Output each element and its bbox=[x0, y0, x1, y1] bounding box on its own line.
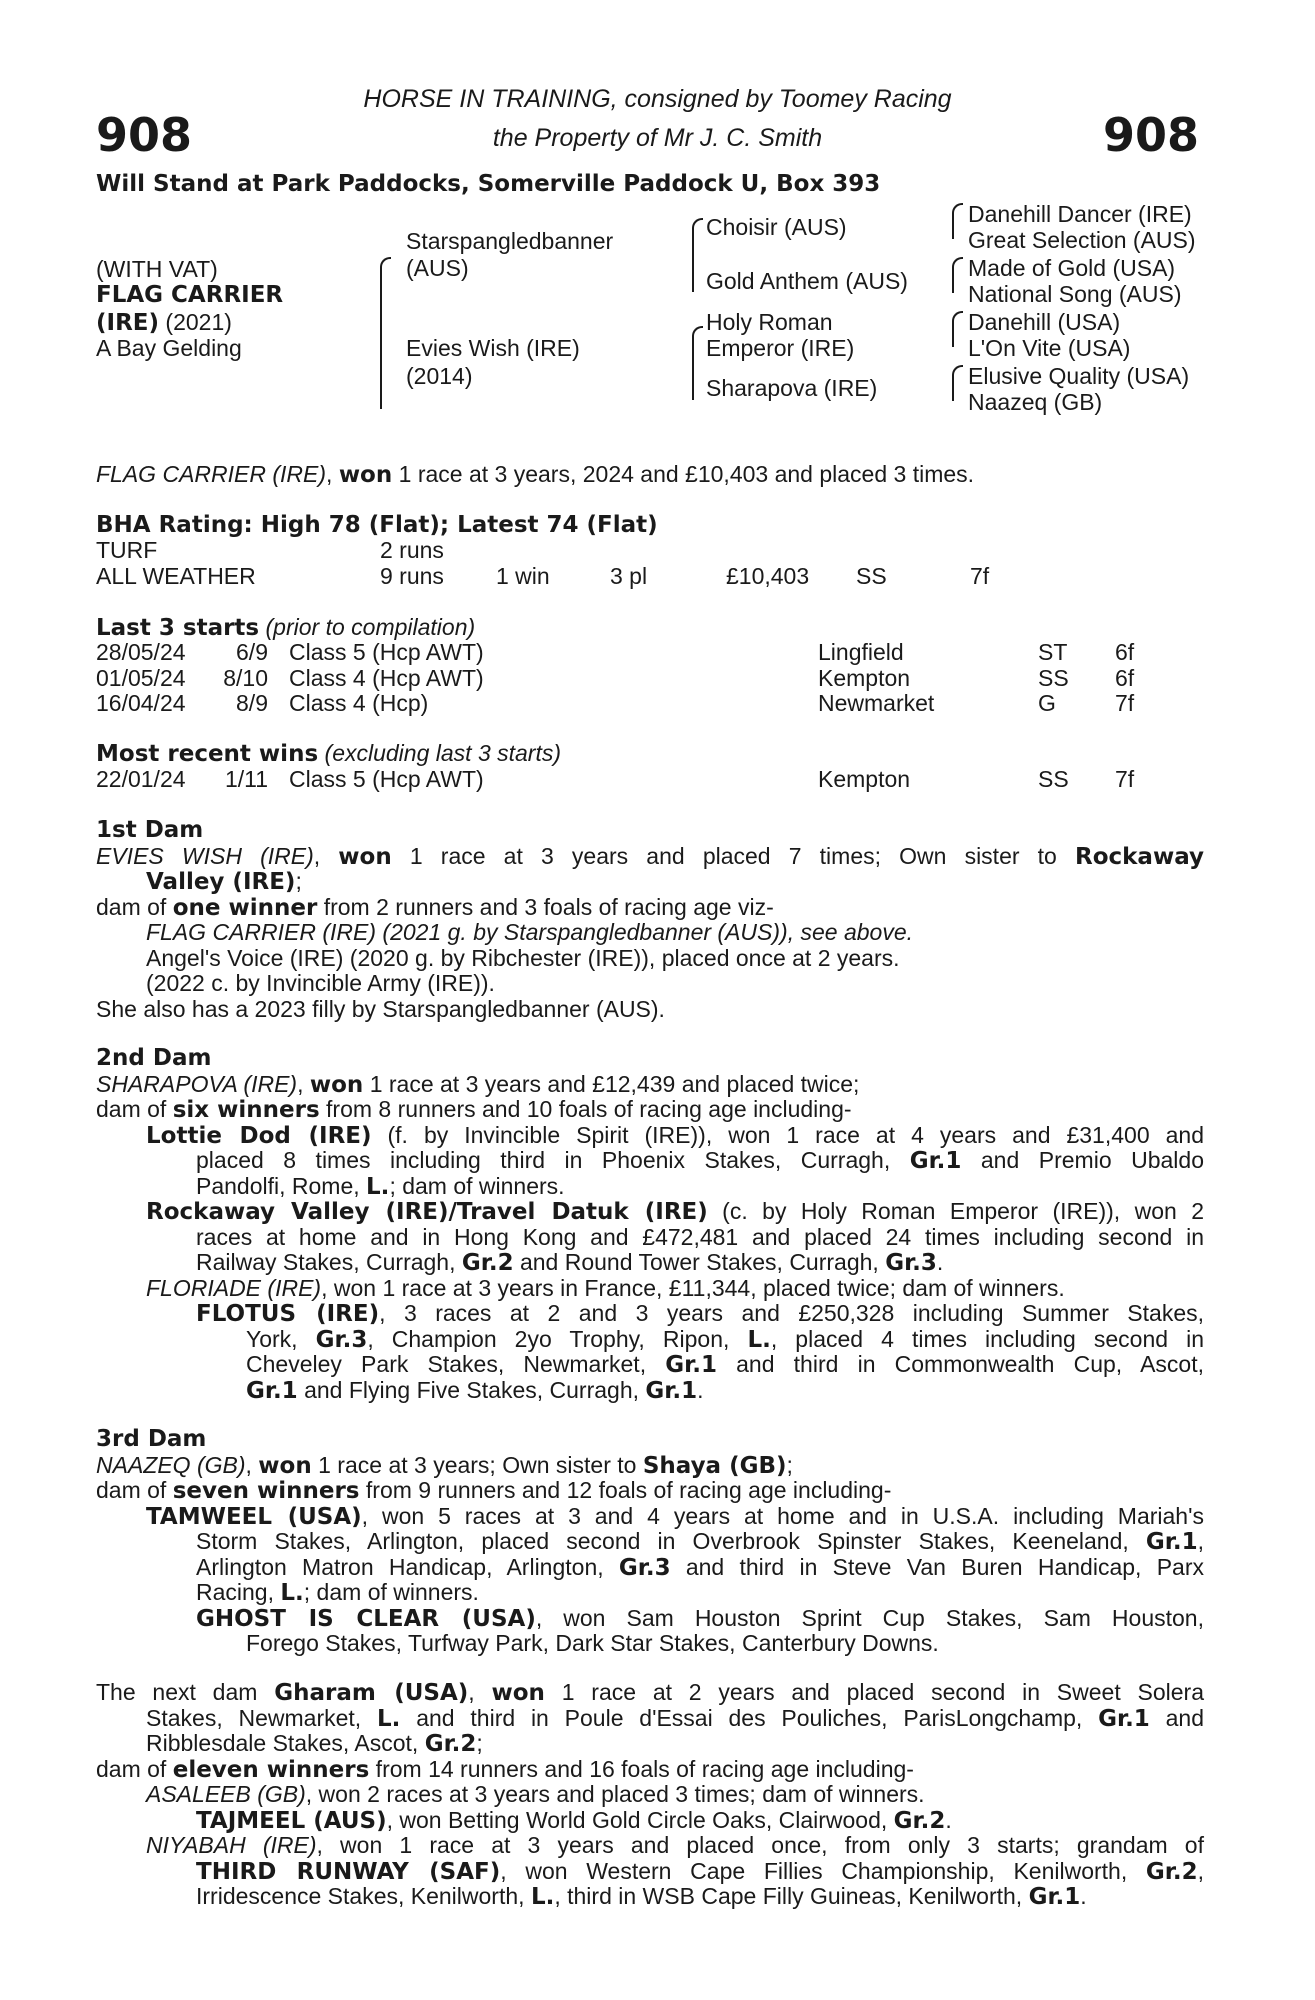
next-dam-line: THIRD RUNWAY (SAF), won Western Cape Fillies Championship, Kenilworth, Gr.2, bbox=[196, 1857, 1204, 1885]
recent-wins-note: (excluding last 3 starts) bbox=[318, 740, 562, 766]
last-starts-note: (prior to compilation) bbox=[259, 614, 476, 640]
start-row-course: Kempton bbox=[818, 664, 911, 691]
second-dam-line: Lottie Dod (IRE) (f. by Invincible Spirit (IRE)), won 1 race at 4 years and £31,400 and bbox=[146, 1121, 1204, 1149]
next-dam-line: TAJMEEL (AUS), won Betting World Gold Circle Oaks, Clairwood, Gr.2. bbox=[196, 1806, 952, 1834]
brace-sds bbox=[952, 257, 963, 293]
sire-dam-sire: Made of Gold (USA) bbox=[968, 255, 1176, 281]
sire-sire-sire: Danehill Dancer (IRE) bbox=[968, 201, 1192, 227]
sire-sire: Choisir (AUS) bbox=[706, 214, 847, 240]
aw-placed: 3 pl bbox=[610, 563, 648, 589]
start-row-date: 28/05/24 bbox=[96, 639, 186, 665]
aw-prize: £10,403 bbox=[726, 563, 810, 589]
second-dam-line: Gr.1 and Flying Five Stakes, Curragh, Gr.1. bbox=[246, 1376, 704, 1404]
recent-wins-heading bbox=[96, 741, 561, 768]
start-row-course: Newmarket bbox=[818, 690, 935, 716]
stand-location: Will Stand at Park Paddocks, Somerville Paddock U, Box 393 bbox=[96, 171, 881, 197]
start-row-course: Lingfield bbox=[818, 639, 904, 665]
second-dam-line: dam of six winners from 8 runners and 10 foals of racing age including- bbox=[96, 1096, 852, 1123]
third-dam-line: Arlington Matron Handicap, Arlington, Gr.3 and third in Steve Van Buren Handicap, Parx bbox=[196, 1553, 1204, 1581]
vat-label: (WITH VAT) bbox=[96, 256, 218, 282]
consignment-line: HORSE IN TRAINING, consigned by Toomey Racing bbox=[363, 85, 952, 113]
third-dam-line: Forego Stakes, Turfway Park, Dark Star Stakes, Canterbury Downs. bbox=[246, 1630, 939, 1656]
start-row-pos: 8/10 bbox=[223, 664, 268, 691]
summary-won: won bbox=[338, 462, 393, 488]
start-row-cls: Class 4 (Hcp) bbox=[289, 690, 429, 716]
third-dam-line: GHOST IS CLEAR (USA), won Sam Houston Sprint Cup Stakes, Sam Houston, bbox=[196, 1604, 1204, 1632]
dam-sire-line1: Holy Roman bbox=[706, 309, 833, 335]
dam-dam-dam: Naazeq (GB) bbox=[968, 389, 1103, 415]
aw-going: SS bbox=[856, 563, 887, 589]
third-dam-line: Storm Stakes, Arlington, placed second in Overbrook Spinster Stakes, Keeneland, Gr.1, bbox=[196, 1528, 1204, 1555]
aw-runs: 9 runs bbox=[380, 563, 444, 589]
lot-number-right: 908 bbox=[1102, 108, 1199, 162]
brace-sss bbox=[952, 203, 963, 239]
aw-distance: 7f bbox=[970, 563, 990, 589]
second-dam-section bbox=[96, 1046, 1204, 1403]
start-row-going: ST bbox=[1038, 639, 1068, 665]
bha-rating: BHA Rating: High 78 (Flat); Latest 74 (Flat) bbox=[96, 512, 658, 538]
win-row-dist: 7f bbox=[1115, 766, 1135, 792]
third-dam-heading: 3rd Dam bbox=[96, 1426, 207, 1452]
next-dam-line: NIYABAH (IRE), won 1 race at 3 years and placed once, from only 3 starts; grandam of bbox=[146, 1832, 1204, 1858]
first-dam-line: (2022 c. by Invincible Army (IRE)). bbox=[146, 970, 495, 996]
start-row-dist: 6f bbox=[1115, 639, 1135, 665]
second-dam-line: Pandolfi, Rome, L.; dam of winners. bbox=[196, 1172, 565, 1200]
second-dam-line: races at home and in Hong Kong and £472,481 and placed 24 times including second in bbox=[196, 1223, 1204, 1250]
sire-dam: Gold Anthem (AUS) bbox=[706, 268, 908, 294]
next-dam-line: Stakes, Newmarket, L. and third in Poule d'Essai des Pouliches, ParisLongchamp, Gr.1 and bbox=[146, 1704, 1204, 1732]
second-dam-line: York, Gr.3, Champion 2yo Trophy, Ripon, L., placed 4 times including second in bbox=[246, 1325, 1204, 1353]
second-dam-line: FLOTUS (IRE), 3 races at 2 and 3 years and £250,328 including Summer Stakes, bbox=[196, 1300, 1205, 1327]
next-dam-line: Irridescence Stakes, Kenilworth, L., third in WSB Cape Filly Guineas, Kenilworth, Gr.1. bbox=[196, 1883, 1087, 1910]
start-row-cls: Class 4 (Hcp AWT) bbox=[289, 664, 484, 691]
start-row-going: G bbox=[1038, 690, 1056, 716]
dam-year: (2014) bbox=[406, 363, 473, 389]
race-summary: FLAG CARRIER (IRE), won 1 race at 3 years, 2024 and £10,403 and placed 3 times. bbox=[96, 461, 975, 488]
last-starts-heading bbox=[96, 615, 475, 642]
start-row-date: 01/05/24 bbox=[96, 664, 186, 691]
dam-sire-line2: Emperor (IRE) bbox=[706, 335, 855, 361]
sire-origin: (AUS) bbox=[406, 255, 469, 281]
start-row-date: 16/04/24 bbox=[96, 690, 186, 716]
dam-sire-sire: Danehill (USA) bbox=[968, 309, 1121, 335]
dam-name: Evies Wish (IRE) bbox=[406, 335, 580, 361]
first-dam-line: EVIES WISH (IRE), won 1 race at 3 years and placed 7 times; Own sister to Rockaway bbox=[96, 842, 1204, 870]
aw-wins: 1 win bbox=[496, 563, 550, 589]
start-row-pos: 6/9 bbox=[236, 639, 268, 665]
sire-name: Starspangledbanner bbox=[406, 228, 614, 254]
lot-number-left: 908 bbox=[96, 108, 193, 162]
pedigree-brace-sire bbox=[692, 218, 703, 292]
dam-dam-sire: Elusive Quality (USA) bbox=[968, 363, 1190, 389]
recent-wins-title: Most recent wins bbox=[96, 741, 319, 767]
second-dam-line: placed 8 times including third in Phoenix Stakes, Curragh, Gr.1 and Premio Ubaldo bbox=[196, 1147, 1204, 1174]
brace-dds bbox=[952, 365, 963, 401]
first-dam-section bbox=[96, 818, 1204, 1022]
third-dam-section bbox=[96, 1427, 1204, 1657]
first-dam-line: dam of one winner from 2 runners and 3 foals of racing age viz- bbox=[96, 893, 774, 921]
horse-year: (2021) bbox=[159, 309, 232, 335]
last-starts-title: Last 3 starts bbox=[96, 615, 260, 641]
start-row-dist: 7f bbox=[1115, 690, 1135, 716]
win-row-date: 22/01/24 bbox=[96, 766, 186, 792]
first-dam-line: She also has a 2023 filly by Starspangledbanner (AUS). bbox=[96, 995, 665, 1022]
next-dam-line: Ribblesdale Stakes, Ascot, Gr.2; bbox=[146, 1730, 483, 1757]
third-dam-line: dam of seven winners from 9 runners and 12 foals of racing age including- bbox=[96, 1477, 892, 1504]
start-row-cls: Class 5 (Hcp AWT) bbox=[289, 639, 484, 665]
sire-dam-dam: National Song (AUS) bbox=[968, 281, 1182, 307]
next-dam-line: ASALEEB (GB), won 2 races at 3 years and placed 3 times; dam of winners. bbox=[146, 1781, 925, 1807]
sire-sire-dam: Great Selection (AUS) bbox=[968, 227, 1196, 253]
win-row-pos: 1/11 bbox=[224, 766, 268, 792]
first-dam-line: Angel's Voice (IRE) (2020 g. by Ribchester (IRE)), placed once at 2 years. bbox=[146, 944, 900, 971]
pedigree-brace-main bbox=[380, 257, 391, 409]
next-dam-section bbox=[96, 1680, 1204, 1910]
summary-name: FLAG CARRIER (IRE) bbox=[96, 461, 327, 487]
aw-label: ALL WEATHER bbox=[96, 563, 256, 589]
turf-runs: 2 runs bbox=[380, 537, 444, 563]
header-block bbox=[0, 80, 1315, 162]
first-dam-line: FLAG CARRIER (IRE) (2021 g. by Starspangledbanner (AUS)), see above. bbox=[146, 919, 914, 945]
second-dam-line: Cheveley Park Stakes, Newmarket, Gr.1 and third in Commonwealth Cup, Ascot, bbox=[246, 1351, 1205, 1378]
third-dam-line: NAAZEQ (GB), won 1 race at 3 years; Own sister to Shaya (GB); bbox=[96, 1451, 793, 1479]
second-dam-line: SHARAPOVA (IRE), won 1 race at 3 years and £12,439 and placed twice; bbox=[96, 1070, 860, 1098]
second-dam-line: Rockaway Valley (IRE)/Travel Datuk (IRE) (c. by Holy Roman Emperor (IRE)), won 2 bbox=[146, 1198, 1204, 1225]
win-row-course: Kempton bbox=[818, 766, 911, 792]
start-row-going: SS bbox=[1038, 664, 1069, 691]
first-dam-heading: 1st Dam bbox=[96, 817, 204, 843]
win-row-cls: Class 5 (Hcp AWT) bbox=[289, 766, 484, 792]
horse-origin: (IRE) bbox=[96, 310, 160, 336]
next-dam-line: dam of eleven winners from 14 runners and 16 foals of racing age including- bbox=[96, 1755, 914, 1783]
win-row-going: SS bbox=[1038, 766, 1069, 792]
third-dam-line: Racing, L.; dam of winners. bbox=[196, 1579, 479, 1606]
horse-description: A Bay Gelding bbox=[96, 335, 242, 361]
first-dam-line: Valley (IRE); bbox=[146, 868, 302, 895]
second-dam-heading: 2nd Dam bbox=[96, 1045, 212, 1071]
dam-dam: Sharapova (IRE) bbox=[706, 375, 878, 401]
third-dam-line: TAMWEEL (USA), won 5 races at 3 and 4 years at home and in U.S.A. including Mariah's bbox=[146, 1502, 1204, 1530]
property-line: the Property of Mr J. C. Smith bbox=[492, 124, 823, 152]
next-dam-line: The next dam Gharam (USA), won 1 race at 2 years and placed second in Sweet Solera bbox=[96, 1679, 1204, 1706]
turf-label: TURF bbox=[96, 537, 158, 563]
brace-dss bbox=[952, 311, 963, 347]
second-dam-line: Railway Stakes, Curragh, Gr.2 and Round Tower Stakes, Curragh, Gr.3. bbox=[196, 1249, 944, 1276]
horse-name: FLAG CARRIER bbox=[96, 282, 284, 308]
horse-origin-year bbox=[96, 310, 232, 337]
second-dam-line: FLORIADE (IRE), won 1 race at 3 years in France, £11,344, placed twice; dam of winners. bbox=[146, 1274, 1065, 1301]
pedigree-brace-dam bbox=[692, 326, 703, 400]
start-row-dist: 6f bbox=[1115, 664, 1135, 691]
dam-sire-dam: L'On Vite (USA) bbox=[968, 335, 1131, 361]
summary-rest: 1 race at 3 years, 2024 and £10,403 and placed 3 times. bbox=[392, 461, 975, 487]
start-row-pos: 8/9 bbox=[236, 690, 268, 716]
